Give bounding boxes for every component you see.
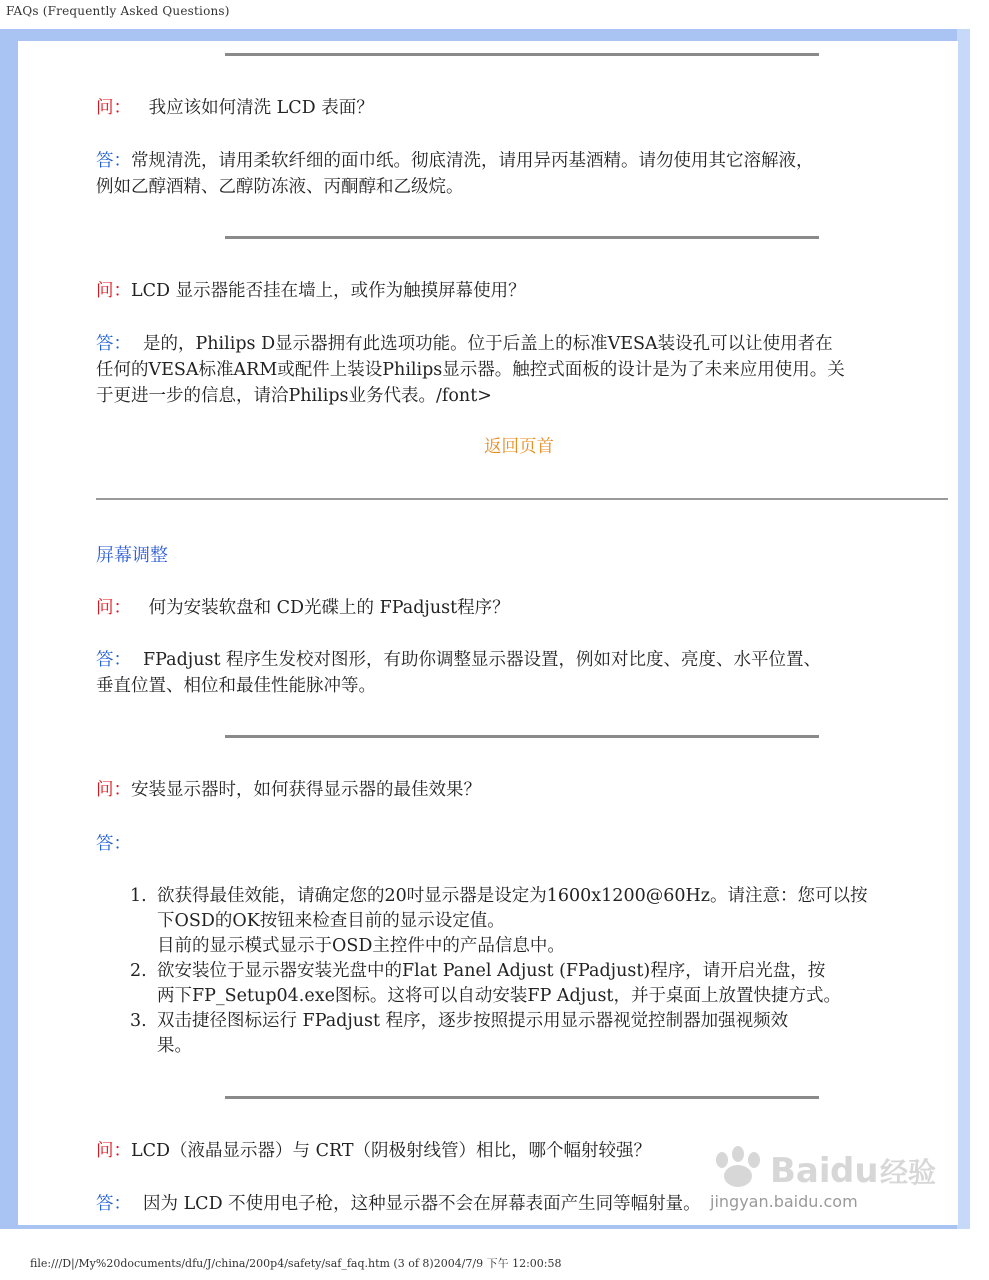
answer-text-line: FPadjust 程序生发校对图形，有助你调整显示器设置，例如对比度、亮度、水平位置、 [143,650,822,670]
faq4-steps-list [130,884,958,1059]
list-item [130,884,958,959]
watermark-url: jingyan.baidu.com [710,1192,858,1211]
svg-text:经验: 经验 [880,1156,937,1189]
list-item-line: 果。 [157,1036,192,1056]
answer-text-line: 例如乙醇酒精、乙醇防冻液、丙酮醇和乙级烷。 [96,177,464,197]
faq4-question [96,777,952,803]
question-text: 安装显示器时，如何获得显示器的最佳效果？ [131,780,481,800]
question-label: 问： [96,1141,131,1161]
list-item-line: 欲获得最佳效能，请确定您的20吋显示器是设定为1600x1200@60Hz。请注意：您可以按 [157,886,868,906]
page-header-title: FAQs (Frequently Asked Questions) [6,4,230,18]
list-item-line: 下OSD的OK按钮来检查目前的显示设定值。 [157,911,505,931]
frame-right-strip [957,29,971,1229]
question-label: 问： [96,598,131,618]
list-item-line: 欲安装位于显示器安装光盘中的Flat Panel Adjust (FPadjust)程序，请开启光盘，按 [157,961,826,981]
back-to-top-link[interactable]: 返回页首 [484,437,554,457]
list-item-line: 目前的显示模式显示于OSD主控件中的产品信息中。 [157,936,565,956]
frame-right-edge [970,29,989,1229]
page-footer-path: file:///D|/My%20documents/dfu/J/china/200p4/safety/saf_faq.htm (3 of 8)2004/7/9 下午 12:00:58 [30,1257,562,1270]
list-item-number: 1. [130,886,147,906]
faq2-answer [96,331,952,409]
faq-content [18,41,958,1225]
answer-text-line: 是的，Philips D显示器拥有此选项功能。位于后盖上的标准VESA装设孔可以让使用者在 [143,334,833,354]
list-item [130,1009,958,1059]
svg-text:Bai: Bai [770,1151,831,1191]
section-title: 屏幕调整 [96,545,168,566]
list-item-number: 3. [130,1011,147,1031]
list-item-line: 双击捷径图标运行 FPadjust 程序，逐步按照提示用显示器视觉控制器加强视频效 [157,1011,789,1031]
answer-label: 答： [96,1194,131,1214]
question-label: 问： [96,98,131,118]
answer-text-line: 常规清洗，请用柔软纤细的面巾纸。彻底清洗，请用异丙基酒精。请勿使用其它溶解液， [131,151,814,171]
answer-label: 答： [96,151,131,171]
answer-text-line: 垂直位置、相位和最佳性能脉冲等。 [96,676,376,696]
separator [225,53,819,56]
separator [225,735,819,738]
answer-text-line: 任何的VESA标准ARM或配件上装设Philips显示器。触控式面板的设计是为了未来应用使用。关 [96,360,845,380]
list-item-line: 两下FP_Setup04.exe图标。这将可以自动安装FP Adjust，并于桌面上放置快捷方式。 [157,986,841,1006]
list-item-number: 2. [130,961,147,981]
answer-text: 因为 LCD 不使用电子枪，这种显示器不会在屏幕表面产生同等幅射量。 [143,1194,701,1214]
section-divider [96,498,948,500]
list-item [130,959,958,1009]
question-text: 何为安装软盘和 CD光碟上的 FPadjust程序？ [148,598,510,618]
answer-text-line: 于更进一步的信息，请洽Philips业务代表。/font> [96,386,492,406]
faq1-answer [96,148,952,200]
faq1-question [96,95,952,121]
question-text: LCD（液晶显示器）与 CRT（阴极射线管）相比，哪个幅射较强？ [131,1141,652,1161]
separator [225,1096,819,1099]
faq3-answer [96,647,952,699]
faq3-question [96,595,952,621]
answer-label: 答： [96,334,131,354]
svg-text:du: du [830,1151,879,1191]
question-label: 问： [96,281,131,301]
question-text: LCD 显示器能否挂在墙上，或作为触摸屏幕使用？ [131,281,526,301]
question-text: 我应该如何清洗 LCD 表面？ [148,98,374,118]
faq2-question [96,278,952,304]
answer-label: 答： [96,834,131,854]
faq4-answer [96,831,952,857]
separator [225,236,819,239]
answer-label: 答： [96,650,131,670]
question-label: 问： [96,780,131,800]
